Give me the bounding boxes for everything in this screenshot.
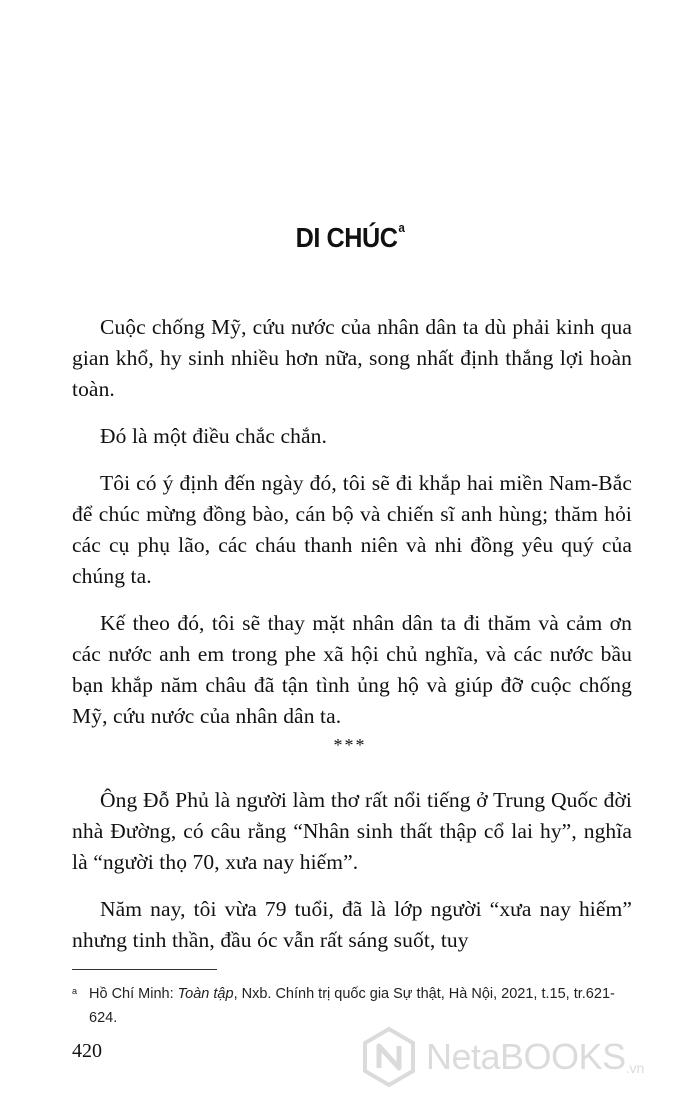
paragraph: Năm nay, tôi vừa 79 tuổi, đã là lớp người “xưa nay hiếm” nhưng tinh thần, đầu óc vẫn rất sáng suốt, tuy: [72, 897, 632, 952]
page-number: 420: [72, 1040, 102, 1062]
watermark-brand: NetaBOOKS: [426, 1036, 626, 1077]
paragraph: Đó là một điều chắc chắn.: [100, 424, 327, 448]
title-footnote-mark: a: [398, 220, 405, 235]
footnote-author: Hồ Chí Minh:: [89, 986, 178, 1002]
footnote-work: Toàn tập: [177, 986, 234, 1002]
footnote-divider: [72, 969, 217, 970]
paragraph: Cuộc chống Mỹ, cứu nước của nhân dân ta dù phải kinh qua gian khổ, hy sinh nhiều hơn nữa, song nhất định thắng lợi hoàn toàn.: [72, 315, 632, 401]
footnote-details: , Nxb. Chính trị quốc gia Sự thật, Hà Nội, 2021, t.15, tr.621-624.: [89, 986, 615, 1026]
watermark: [358, 1022, 698, 1092]
chapter-title: [35, 222, 665, 254]
chapter-title-text: DI CHÚC: [295, 222, 398, 253]
paragraph: Tôi có ý định đến ngày đó, tôi sẽ đi khắp hai miền Nam-Bắc để chúc mừng đồng bào, cán bộ và chiến sĩ anh hùng; thăm hỏi các cụ phụ lão, các cháu thanh niên và nhi đồng yêu quý của chúng ta.: [72, 471, 632, 588]
section-separator: ***: [333, 735, 367, 755]
watermark-suffix: .vn: [625, 1060, 645, 1076]
body-section-2: [72, 785, 632, 972]
netabooks-logo-icon: [358, 1026, 420, 1088]
body-section-1: [72, 312, 632, 748]
footnote-mark: a: [72, 986, 78, 996]
paragraph: Kế theo đó, tôi sẽ thay mặt nhân dân ta đi thăm và cảm ơn các nước anh em trong phe xã hội chủ nghĩa, và các nước bầu bạn khắp năm châu đã tận tình ủng hộ và giúp đỡ cuộc chống Mỹ, cứu nước của nhân dân ta.: [72, 611, 632, 728]
paragraph: Ông Đỗ Phủ là người làm thơ rất nổi tiếng ở Trung Quốc đời nhà Đường, có câu rằng “Nhân sinh thất thập cổ lai hy”, nghĩa là “người thọ 70, xưa nay hiếm”.: [72, 788, 632, 874]
